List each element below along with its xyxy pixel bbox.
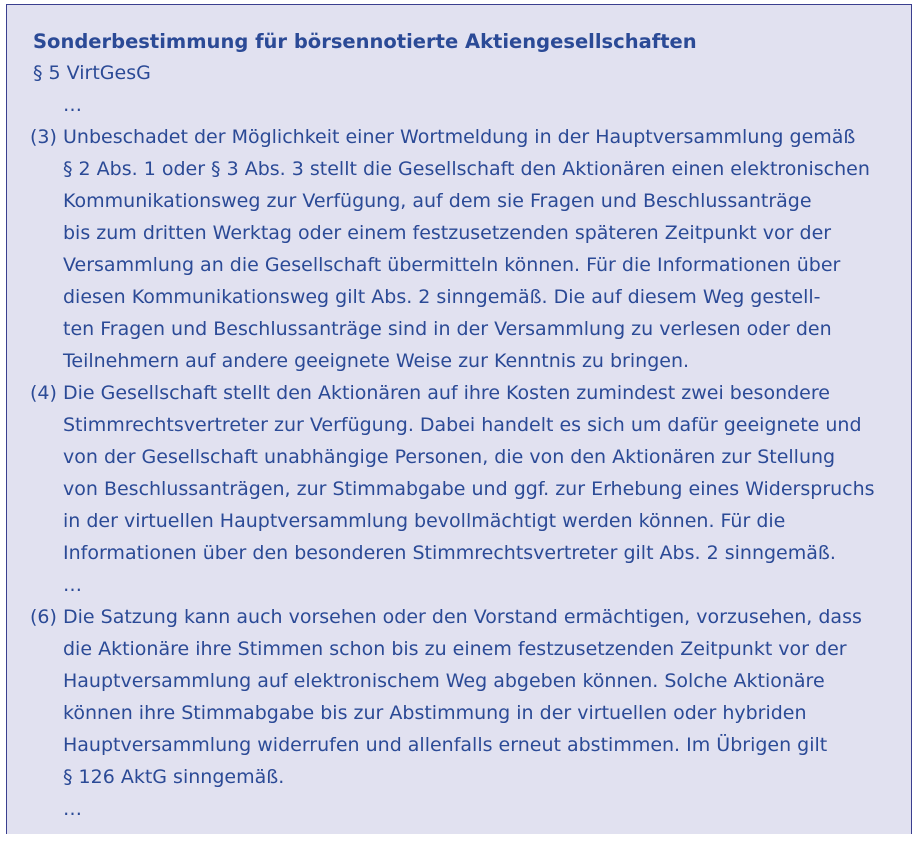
legal-excerpt-content (30, 27, 903, 825)
excerpt-title: Sonderbestimmung für börsennotierte Aktiengesellschaften (33, 30, 697, 53)
paragraph-number: (6) (30, 606, 57, 628)
omission-ellipsis: … (63, 574, 83, 596)
paragraph-text: Die Satzung kann auch vorsehen oder den Vorstand ermächtigen, vorzusehen, dass die Aktionäre ihre Stimmen schon bis zu einem festzusetzenden Zeitpunkt vor der Hauptversammlung auf elektronischem Weg abgeben können. Solche Aktionäre können ihre Stimmabgabe bis zur Abstimmung in der virtuellen oder hybriden Hauptversammlung widerrufen und allenfalls erneut abstimmen. Im Übrigen gilt § 126 AktG sinngemäß. (63, 606, 862, 788)
paragraph-6 (30, 601, 903, 793)
paragraph-number: (3) (30, 126, 57, 148)
law-reference: § 5 VirtGesG (33, 62, 151, 84)
legal-excerpt-box (6, 4, 912, 834)
paragraph-3 (30, 121, 903, 377)
paragraph-text: Die Gesellschaft stellt den Aktionären auf ihre Kosten zumindest zwei besondere Stimmrechtsvertreter zur Verfügung. Dabei handelt es sich um dafür geeignete und von der Gesellschaft unabhängige Personen, die von den Aktionären zur Stellung von Beschlussanträgen, zur Stimmabgabe und ggf. zur Erhebung eines Widerspruchs in der virtuellen Hauptversammlung bevollmächtigt werden können. Für die Informationen über den besonderen Stimmrechtsvertreter gilt Abs. 2 sinngemäß. (63, 382, 875, 564)
omission-ellipsis: … (63, 94, 83, 116)
omission-ellipsis: … (63, 798, 83, 820)
paragraph-number: (4) (30, 382, 57, 404)
paragraph-4 (30, 377, 903, 569)
paragraph-text: Unbeschadet der Möglichkeit einer Wortmeldung in der Hauptversammlung gemäß § 2 Abs. 1 oder § 3 Abs. 3 stellt die Gesellschaft den Aktionären einen elektronischen Kommunikationsweg zur Verfügung, auf dem sie Fragen und Beschlussanträge bis zum dritten Werktag oder einem festzusetzenden späteren Zeitpunkt vor der Versammlung an die Gesellschaft übermitteln können. Für die Informationen über diesen Kommunikationsweg gilt Abs. 2 sinngemäß. Die auf diesem Weg gestell- ten Fragen und Beschlussanträge sind in der Versammlung zu verlesen oder den Teilnehmern auf andere geeignete Weise zur Kenntnis zu bringen. (63, 126, 870, 372)
